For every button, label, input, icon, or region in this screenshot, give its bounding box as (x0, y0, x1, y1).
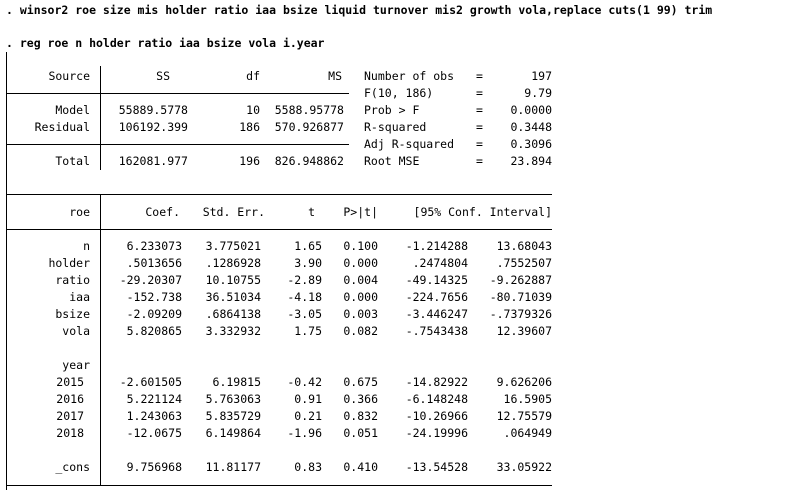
coef-row-se: .6864138 (205, 307, 261, 321)
year-row-ci-lo: -24.19996 (405, 426, 468, 440)
year-row-se: 5.763063 (205, 392, 261, 406)
year-row-t: 0.21 (294, 409, 322, 423)
coef-row-ci-lo: -49.14325 (405, 273, 468, 287)
stat-label-nobs: Number of obs (364, 69, 455, 83)
year-row-coef: 1.243063 (126, 409, 182, 423)
year-row-ci-hi: .064949 (503, 426, 552, 440)
coef-row-coef: -2.09209 (126, 307, 182, 321)
stat-eq-nobs: = (476, 69, 483, 83)
year-row-se: 6.19815 (212, 375, 261, 389)
coef-row-se: 10.10755 (205, 273, 261, 287)
stat-eq-probf: = (476, 103, 483, 117)
coef-row-name: ratio (55, 273, 90, 287)
coef-row-p: 0.004 (343, 273, 378, 287)
stat-eq-f: = (476, 86, 483, 100)
anova-row-total-df: 196 (239, 154, 260, 168)
coef-row-se: 3.775021 (205, 239, 261, 253)
year-row-ci-hi: 9.626206 (496, 375, 552, 389)
coef-row-se: 3.332932 (205, 324, 261, 338)
cons-row-coef: 9.756968 (126, 460, 182, 474)
year-row-p: 0.051 (343, 426, 378, 440)
coef-row-p: 0.082 (343, 324, 378, 338)
coef-header-ci: [95% Conf. Interval] (413, 205, 552, 219)
coef-row-ci-lo: .2474804 (412, 256, 468, 270)
stat-eq-r2: = (476, 120, 483, 134)
stat-value-nobs: 197 (531, 69, 552, 83)
stat-label-probf: Prob > F (364, 103, 420, 117)
anova-row-model-ss: 55889.5778 (118, 103, 188, 117)
anova-row-total-ms: 826.948862 (274, 154, 344, 168)
year-row-name: 2015 (56, 375, 84, 389)
stat-value-adjr2: 0.3096 (510, 137, 552, 151)
coef-row-p: 0.100 (343, 239, 378, 253)
coef-bottom-rule (6, 485, 552, 486)
anova-row-residual-df: 186 (239, 120, 260, 134)
results-left-border (6, 52, 7, 490)
coef-row-coef: 6.233073 (126, 239, 182, 253)
year-row-t: -0.42 (287, 375, 322, 389)
anova-row-residual-ss: 106192.399 (118, 120, 188, 134)
coef-row-t: 3.90 (294, 256, 322, 270)
coef-row-ci-hi: -.7379326 (489, 307, 552, 321)
coef-row-ci-hi: .7552507 (496, 256, 552, 270)
stat-value-f: 9.79 (524, 86, 552, 100)
stat-value-rmse: 23.894 (510, 154, 552, 168)
year-row-p: 0.832 (343, 409, 378, 423)
year-row-se: 6.149864 (205, 426, 261, 440)
coef-row-t: -4.18 (287, 290, 322, 304)
command-reg: . reg roe n holder ratio iaa bsize vola i.year (6, 36, 325, 50)
coef-row-p: 0.000 (343, 290, 378, 304)
cons-row-p: 0.410 (343, 460, 378, 474)
year-row-ci-lo: -6.148248 (405, 392, 468, 406)
coef-row-se: .1286928 (205, 256, 261, 270)
coef-vertical-rule (100, 194, 101, 485)
stat-eq-rmse: = (476, 154, 483, 168)
coef-row-p: 0.003 (343, 307, 378, 321)
anova-vertical-rule (100, 66, 101, 170)
stat-eq-adjr2: = (476, 137, 483, 151)
anova-row-model-df: 10 (246, 103, 260, 117)
cons-row-se: 11.81177 (205, 460, 261, 474)
anova-header-source: Source (48, 69, 90, 83)
year-row-t: 0.91 (294, 392, 322, 406)
coef-row-ci-lo: -224.7656 (405, 290, 468, 304)
cons-row-name: _cons (55, 460, 90, 474)
coef-row-coef: .5013656 (126, 256, 182, 270)
command-winsor2: . winsor2 roe size mis holder ratio iaa bsize liquid turnover mis2 growth vola,replace cuts(1 99) trim (6, 3, 713, 17)
coef-header-p: P>|t| (343, 205, 378, 219)
year-row-name: 2016 (56, 392, 84, 406)
stat-label-rmse: Root MSE (364, 154, 420, 168)
year-row-t: -1.96 (287, 426, 322, 440)
coef-row-coef: -29.20307 (119, 273, 182, 287)
stat-value-r2: 0.3448 (510, 120, 552, 134)
coef-row-coef: 5.820865 (126, 324, 182, 338)
coef-row-p: 0.000 (343, 256, 378, 270)
year-row-ci-lo: -10.26966 (405, 409, 468, 423)
coef-top-rule (6, 194, 552, 195)
coef-header-rule (6, 229, 552, 230)
year-row-name: 2018 (56, 426, 84, 440)
anova-row-total-ss: 162081.977 (118, 154, 188, 168)
coef-row-ci-hi: -9.262887 (489, 273, 552, 287)
coef-row-ci-hi: 13.68043 (496, 239, 552, 253)
coef-row-ci-hi: 12.39607 (496, 324, 552, 338)
coef-row-name: holder (48, 256, 90, 270)
anova-row-total-source: Total (55, 154, 90, 168)
anova-header-df: df (246, 69, 260, 83)
coef-row-name: iaa (69, 290, 90, 304)
stat-label-adjr2: Adj R-squared (364, 137, 455, 151)
year-row-coef: -12.0675 (126, 426, 182, 440)
anova-header-ss: SS (156, 69, 170, 83)
factor-label-year: year (62, 358, 90, 372)
coef-row-ci-hi: -80.71039 (489, 290, 552, 304)
year-row-name: 2017 (56, 409, 84, 423)
coef-row-t: -3.05 (287, 307, 322, 321)
coef-row-name: vola (62, 324, 90, 338)
year-row-ci-hi: 16.5905 (503, 392, 552, 406)
coef-row-coef: -152.738 (126, 290, 182, 304)
coef-row-t: 1.75 (294, 324, 322, 338)
coef-row-name: bsize (55, 307, 90, 321)
coef-row-t: 1.65 (294, 239, 322, 253)
coef-header-coef: Coef. (145, 205, 180, 219)
coef-row-t: -2.89 (287, 273, 322, 287)
anova-row-model-ms: 5588.95778 (274, 103, 344, 117)
anova-header-ms: MS (328, 69, 342, 83)
year-row-se: 5.835729 (205, 409, 261, 423)
coef-row-se: 36.51034 (205, 290, 261, 304)
stat-label-f: F(10, 186) (364, 86, 434, 100)
year-row-ci-lo: -14.82922 (405, 375, 468, 389)
coef-header-depvar: roe (69, 205, 90, 219)
anova-header-rule (6, 93, 349, 94)
year-row-coef: 5.221124 (126, 392, 182, 406)
cons-row-ci-hi: 33.05922 (496, 460, 552, 474)
stat-label-r2: R-squared (364, 120, 427, 134)
cons-row-t: 0.83 (294, 460, 322, 474)
year-row-coef: -2.601505 (119, 375, 182, 389)
coef-row-ci-lo: -3.446247 (405, 307, 468, 321)
year-row-ci-hi: 12.75579 (496, 409, 552, 423)
year-row-p: 0.366 (343, 392, 378, 406)
coef-row-name: n (83, 239, 90, 253)
year-row-p: 0.675 (343, 375, 378, 389)
anova-row-residual-ms: 570.926877 (274, 120, 344, 134)
anova-total-rule (6, 144, 349, 145)
coef-header-se: Std. Err. (202, 205, 265, 219)
coef-row-ci-lo: -1.214288 (405, 239, 468, 253)
stat-value-probf: 0.0000 (510, 103, 552, 117)
anova-row-residual-source: Residual (34, 120, 90, 134)
coef-header-t: t (308, 205, 315, 219)
anova-row-model-source: Model (55, 103, 90, 117)
cons-row-ci-lo: -13.54528 (405, 460, 468, 474)
coef-row-ci-lo: -.7543438 (405, 324, 468, 338)
